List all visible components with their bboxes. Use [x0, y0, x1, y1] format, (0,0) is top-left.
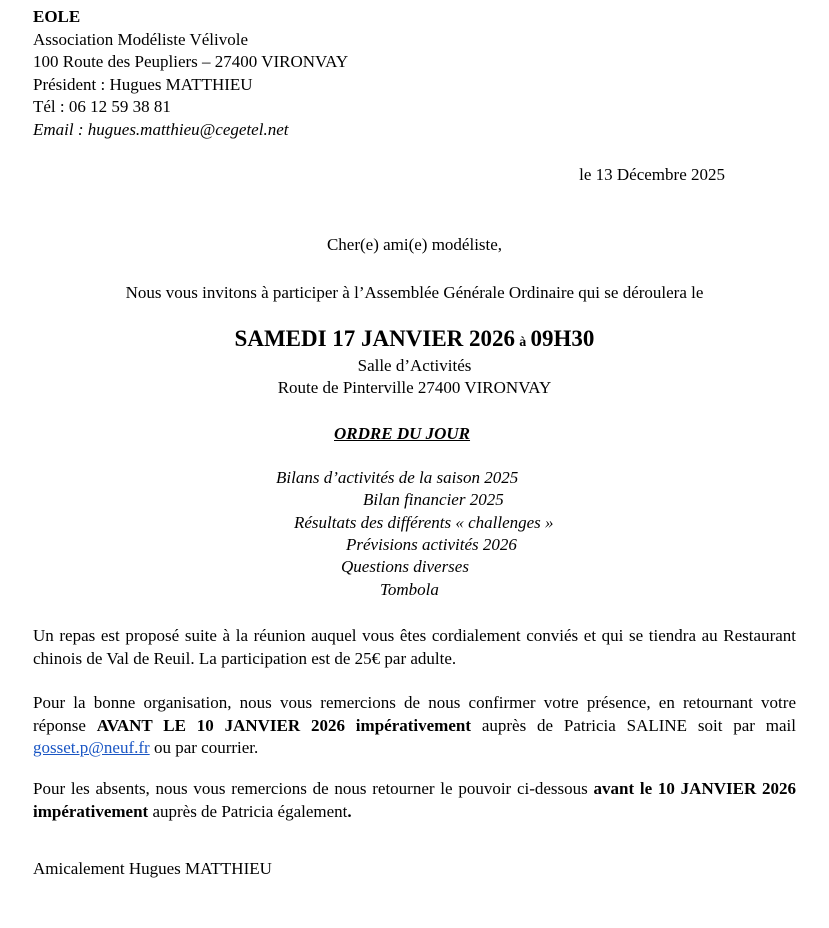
event-datetime: [0, 326, 829, 352]
absent-text: Pour les absents, nous vous remercions de nous retourner le pouvoir ci-dessous: [33, 779, 594, 798]
contact-email-link[interactable]: gosset.p@neuf.fr: [33, 738, 150, 757]
event-time: 09H30: [530, 326, 595, 351]
event-day: SAMEDI 17 JANVIER 2026: [234, 326, 516, 351]
invitation-text: Nous vous invitons à participer à l’Assemblée Générale Ordinaire qui se déroulera le: [125, 283, 704, 302]
letter-date: le 13 Décembre 2025: [579, 165, 725, 184]
absent-paragraph: [33, 778, 796, 823]
sender-president: Président : Hugues MATTHIEU: [33, 74, 253, 94]
confirmation-text: ou par courrier.: [149, 738, 259, 757]
sender-email: Email : hugues.matthieu@cegetel.net: [33, 119, 289, 139]
absent-deadline: avant le 10 JANVIER 2026 impérativement: [33, 779, 796, 821]
agenda-item: Prévisions activités 2026: [346, 535, 517, 554]
agenda-item: Questions diverses: [341, 557, 469, 576]
agenda-title: ORDRE DU JOUR: [334, 424, 471, 443]
absent-text: auprès de Patricia également: [148, 801, 348, 821]
sender-address: 100 Route des Peupliers – 27400 VIRONVAY: [33, 52, 349, 71]
event-venue: Salle d’Activités: [357, 356, 472, 375]
sender-phone: Tél : 06 12 59 38 81: [33, 97, 171, 116]
agenda-item: Résultats des différents « challenges »: [294, 513, 554, 532]
confirmation-text: Pour la bonne organisation, nous vous remercions de nous confirmer votre présence, en retournant votre réponse: [33, 693, 796, 735]
confirmation-text: auprès de Patricia SALINE soit par mail: [471, 715, 797, 735]
agenda-item: Tombola: [380, 580, 439, 599]
confirmation-paragraph: [33, 692, 796, 760]
meal-paragraph: Un repas est proposé suite à la réunion auquel vous êtes cordialement conviés et qui se tiendra au Restaurant chinois de Val de Reuil. La participation est de 25€ par adulte.: [33, 626, 796, 668]
agenda-item: Bilan financier 2025: [363, 490, 504, 509]
confirmation-deadline: AVANT LE 10 JANVIER 2026 impérativement: [96, 715, 471, 735]
greeting: Cher(e) ami(e) modéliste,: [326, 235, 503, 254]
agenda-item: Bilans d’activités de la saison 2025: [276, 468, 519, 487]
event-address: Route de Pinterville 27400 VIRONVAY: [277, 378, 552, 397]
sender-association: Association Modéliste Vélivole: [33, 29, 248, 49]
sender-block: [33, 6, 348, 141]
sender-name: EOLE: [33, 7, 81, 26]
signature: Amicalement Hugues MATTHIEU: [33, 859, 272, 878]
absent-end: .: [347, 801, 352, 821]
event-connector: à: [519, 335, 527, 350]
